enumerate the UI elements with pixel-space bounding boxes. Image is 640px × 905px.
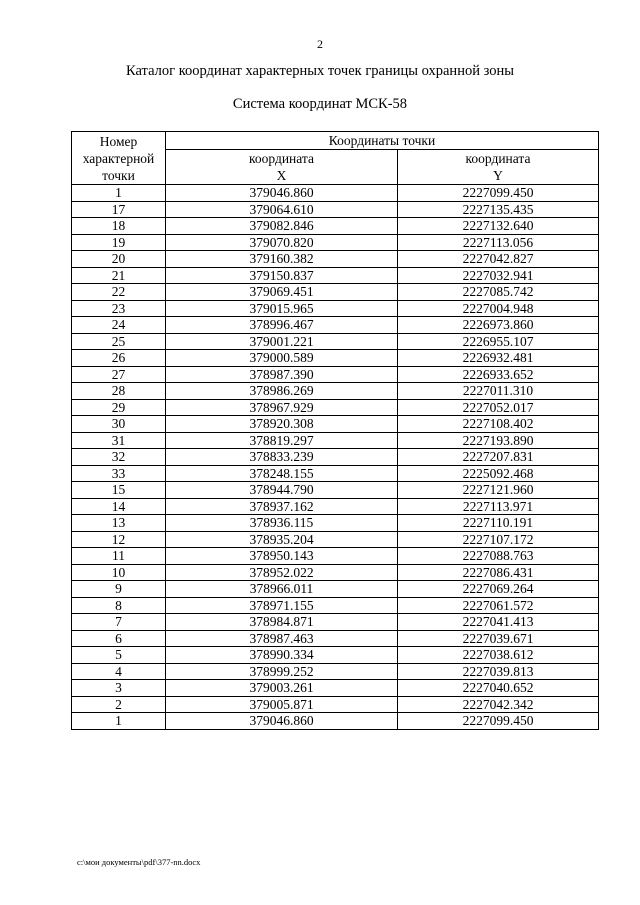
point-number-header-line-1: Номер [99,133,138,149]
y-coordinate-cell: 2227061.572 [398,597,599,614]
y-coordinate-cell: 2226955.107 [398,333,599,350]
table-row [72,564,599,581]
x-coordinate-cell: 378937.162 [166,498,398,515]
footer-file-path: c:\мои документы\pdf\377-nn.docx [77,857,201,867]
point-number-cell: 28 [72,383,166,400]
point-number-cell: 27 [72,366,166,383]
point-number-cell: 20 [72,251,166,268]
point-number-cell: 22 [72,284,166,301]
table-row [72,432,599,449]
x-coordinate-cell: 378950.143 [166,548,398,565]
x-coordinate-cell: 378833.239 [166,449,398,466]
table-row [72,630,599,647]
x-coordinate-cell: 378952.022 [166,564,398,581]
y-coordinate-cell: 2227135.435 [398,201,599,218]
x-coordinate-cell: 378971.155 [166,597,398,614]
x-coordinate-cell: 379070.820 [166,234,398,251]
table-row [72,333,599,350]
x-coordinate-cell: 378935.204 [166,531,398,548]
point-number-header-line-2: характерной [82,150,155,166]
table-row [72,185,599,202]
coordinates-group-header: Координаты точки [166,132,599,150]
y-header-line-1: координата [465,151,531,166]
y-coordinate-cell: 2227113.056 [398,234,599,251]
point-number-cell: 5 [72,647,166,664]
x-coordinate-cell: 378248.155 [166,465,398,482]
x-coordinate-cell: 379003.261 [166,680,398,697]
table-row [72,300,599,317]
y-coordinate-cell: 2227099.450 [398,185,599,202]
y-coordinate-cell: 2227069.264 [398,581,599,598]
x-coordinate-cell: 378966.011 [166,581,398,598]
point-number-cell: 18 [72,218,166,235]
x-coordinate-cell: 378984.871 [166,614,398,631]
point-number-cell: 8 [72,597,166,614]
table-row [72,284,599,301]
x-coordinate-cell: 378920.308 [166,416,398,433]
table-row [72,399,599,416]
table-row [72,713,599,730]
x-coordinate-cell: 379064.610 [166,201,398,218]
document-title: Каталог координат характерных точек границы охранной зоны [126,63,514,79]
point-number-cell: 15 [72,482,166,499]
x-coordinate-cell: 378819.297 [166,432,398,449]
table-row [72,366,599,383]
x-coordinate-cell: 378990.334 [166,647,398,664]
y-coordinate-cell: 2227121.960 [398,482,599,499]
x-coordinate-cell: 379000.589 [166,350,398,367]
point-number-cell: 17 [72,201,166,218]
y-coordinate-cell: 2227107.172 [398,531,599,548]
point-number-cell: 2 [72,696,166,713]
point-number-cell: 3 [72,680,166,697]
table-row [72,465,599,482]
y-coordinate-cell: 2226932.481 [398,350,599,367]
table-row [72,498,599,515]
point-number-cell: 30 [72,416,166,433]
x-coordinate-cell: 378996.467 [166,317,398,334]
x-coordinate-cell: 378987.390 [166,366,398,383]
table-row [72,548,599,565]
page-number: 2 [317,37,323,51]
table-row [72,234,599,251]
y-coordinate-cell: 2227086.431 [398,564,599,581]
y-coordinate-cell: 2227110.191 [398,515,599,532]
table-row [72,350,599,367]
y-coordinate-cell: 2227040.652 [398,680,599,697]
table-row [72,663,599,680]
table-row [72,482,599,499]
point-number-cell: 29 [72,399,166,416]
x-coordinate-cell: 379160.382 [166,251,398,268]
coordinate-system-subtitle: Система координат МСК-58 [232,96,408,112]
y-coordinate-cell: 2227108.402 [398,416,599,433]
x-coordinate-cell: 379082.846 [166,218,398,235]
x-coordinate-cell: 379046.860 [166,713,398,730]
y-coordinate-cell: 2227085.742 [398,284,599,301]
y-coordinate-cell: 2227113.971 [398,498,599,515]
point-number-header [72,132,166,185]
x-coordinate-cell: 378944.790 [166,482,398,499]
y-coordinate-cell: 2226973.860 [398,317,599,334]
table-row [72,416,599,433]
x-coordinate-cell: 378986.269 [166,383,398,400]
table-row [72,614,599,631]
x-coordinate-cell: 379150.837 [166,267,398,284]
table-row [72,317,599,334]
y-coordinate-cell: 2227039.671 [398,630,599,647]
x-coordinate-cell: 378936.115 [166,515,398,532]
y-coordinate-cell: 2227132.640 [398,218,599,235]
y-coordinate-cell: 2227038.612 [398,647,599,664]
point-number-cell: 32 [72,449,166,466]
point-number-cell: 14 [72,498,166,515]
point-number-cell: 11 [72,548,166,565]
point-number-cell: 24 [72,317,166,334]
x-coordinate-cell: 378987.463 [166,630,398,647]
x-coordinate-cell: 379069.451 [166,284,398,301]
x-coordinate-cell: 379046.860 [166,185,398,202]
point-number-cell: 9 [72,581,166,598]
table-row [72,680,599,697]
point-number-cell: 13 [72,515,166,532]
y-coordinate-cell: 2227011.310 [398,383,599,400]
point-number-cell: 12 [72,531,166,548]
table-row [72,201,599,218]
y-coordinate-cell: 2227041.413 [398,614,599,631]
x-header-line-2: X [276,168,287,183]
y-header-line-2: Y [493,168,503,183]
point-number-cell: 23 [72,300,166,317]
table-row [72,449,599,466]
table-row [72,597,599,614]
point-number-header-line-3: точки [102,167,135,183]
table-body [72,185,599,730]
y-coordinate-cell: 2227042.342 [398,696,599,713]
point-number-cell: 19 [72,234,166,251]
table-header [72,132,599,185]
point-number-cell: 21 [72,267,166,284]
x-coordinate-cell: 378967.929 [166,399,398,416]
table-row [72,696,599,713]
x-coordinate-cell: 379015.965 [166,300,398,317]
x-coordinate-cell: 378999.252 [166,663,398,680]
y-coordinate-cell: 2227004.948 [398,300,599,317]
point-number-cell: 7 [72,614,166,631]
x-coordinate-header [166,150,398,185]
point-number-cell: 26 [72,350,166,367]
point-number-cell: 4 [72,663,166,680]
point-number-cell: 6 [72,630,166,647]
table-row [72,383,599,400]
y-coordinate-cell: 2227193.890 [398,432,599,449]
y-coordinate-cell: 2227039.813 [398,663,599,680]
y-coordinate-cell: 2227042.827 [398,251,599,268]
y-coordinate-cell: 2227099.450 [398,713,599,730]
y-coordinate-cell: 2227032.941 [398,267,599,284]
point-number-cell: 10 [72,564,166,581]
x-coordinate-cell: 379005.871 [166,696,398,713]
table-row [72,218,599,235]
point-number-cell: 25 [72,333,166,350]
table-row [72,581,599,598]
table-row [72,267,599,284]
table-row [72,251,599,268]
table-row [72,531,599,548]
point-number-cell: 1 [72,185,166,202]
point-number-cell: 33 [72,465,166,482]
point-number-cell: 31 [72,432,166,449]
x-coordinate-cell: 379001.221 [166,333,398,350]
x-header-line-1: координата [249,151,314,166]
y-coordinate-header [398,150,599,185]
coordinates-table [71,131,599,730]
table-row [72,515,599,532]
y-coordinate-cell: 2226933.652 [398,366,599,383]
point-number-cell: 1 [72,713,166,730]
table-row [72,647,599,664]
y-coordinate-cell: 2227207.831 [398,449,599,466]
y-coordinate-cell: 2227088.763 [398,548,599,565]
y-coordinate-cell: 2227052.017 [398,399,599,416]
y-coordinate-cell: 2225092.468 [398,465,599,482]
